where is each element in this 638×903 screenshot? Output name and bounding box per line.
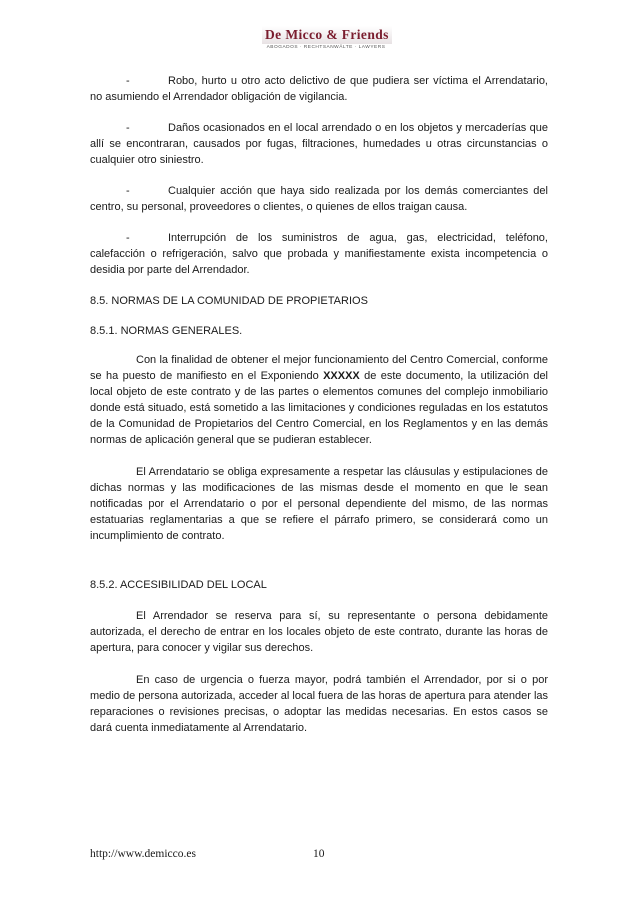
bullet-dash: - [126,75,130,87]
bullet-dash: - [126,122,130,134]
bullet-text: Robo, hurto u otro acto delictivo de que pudiera ser víctima el Arrendatario, no asumiendo el Arrendador obligación de vigilancia. [90,75,548,103]
document-body [90,73,548,736]
placeholder-reference: XXXXX [323,370,360,382]
footer-url[interactable]: http://www.demicco.es [90,848,196,860]
paragraph: El Arrendatario se obliga expresamente a respetar las cláusulas y estipulaciones de dichas normas y las modificaciones de las mismas desde el momento en que le sean notificadas por el Arrendatario o por el personal dependiente del mismo, de las normas estatuarias reglamentarias a que se refiere el párrafo primero, se considerará como un incumplimiento de contrato. [90,466,548,542]
company-logo [262,26,390,60]
subsection-heading: 8.5.1. NORMAS GENERALES. [90,325,243,337]
logo-title: De Micco & Friends [262,26,392,44]
paragraph: El Arrendador se reserva para sí, su representante o persona debidamente autorizada, el derecho de entrar en los locales objeto de este contrato, durante las horas de apertura, para conocer y vigilar sus derechos. [90,610,548,654]
paragraph-text: Con la finalidad de obtener el mejor funcionamiento del Centro Comercial, conforme se ha puesto de manifiesto en el Exponiendo [90,354,548,382]
page-number: 10 [313,848,325,860]
bullet-paragraph [90,183,548,215]
bullet-dash: - [126,232,130,244]
paragraph: En caso de urgencia o fuerza mayor, podrá también el Arrendador, por si o por medio de persona autorizada, acceder al local fuera de las horas de apertura para atender las reparaciones o revisiones precisas, o adoptar las medidas necesarias. En estos casos se dará cuenta inmediatamente al Arrendatario. [90,674,549,734]
paragraph [90,352,548,448]
paragraph-text: de este documento, la utilización del local objeto de este contrato y de las partes o elementos comunes del complejo inmobiliario donde está situado, está sometido a las limitaciones y condiciones reguladas en los estatutos de la Comunidad de Propietarios del Centro Comercial, en los Reglamentos y en las demás normas de aplicación general que se pudieran establecer. [90,370,549,446]
bullet-text: Daños ocasionados en el local arrendado o en los objetos y mercaderías que allí se encontraran, causados por fugas, filtraciones, humedades u otras circunstancias o cualquier otro siniestro. [90,122,548,166]
bullet-text: Cualquier acción que haya sido realizada por los demás comerciantes del centro, su personal, proveedores o clientes, o quienes de ellos traigan causa. [90,185,548,213]
bullet-paragraph [90,230,548,278]
bullet-paragraph [90,120,548,168]
page-footer [90,848,548,864]
section-heading: 8.5. NORMAS DE LA COMUNIDAD DE PROPIETARIOS [90,295,368,307]
bullet-paragraph [90,73,548,105]
subsection-heading: 8.5.2. ACCESIBILIDAD DEL LOCAL [90,579,267,591]
bullet-text: Interrupción de los suministros de agua, gas, electricidad, teléfono, calefacción o refrigeración, salvo que probada y manifiestamente exista incompetencia o desidia por parte del Arrendador. [90,232,548,276]
logo-subtitle: ABOGADOS · RECHTSANWÄLTE · LAWYERS [266,45,386,50]
bullet-dash: - [126,185,130,197]
